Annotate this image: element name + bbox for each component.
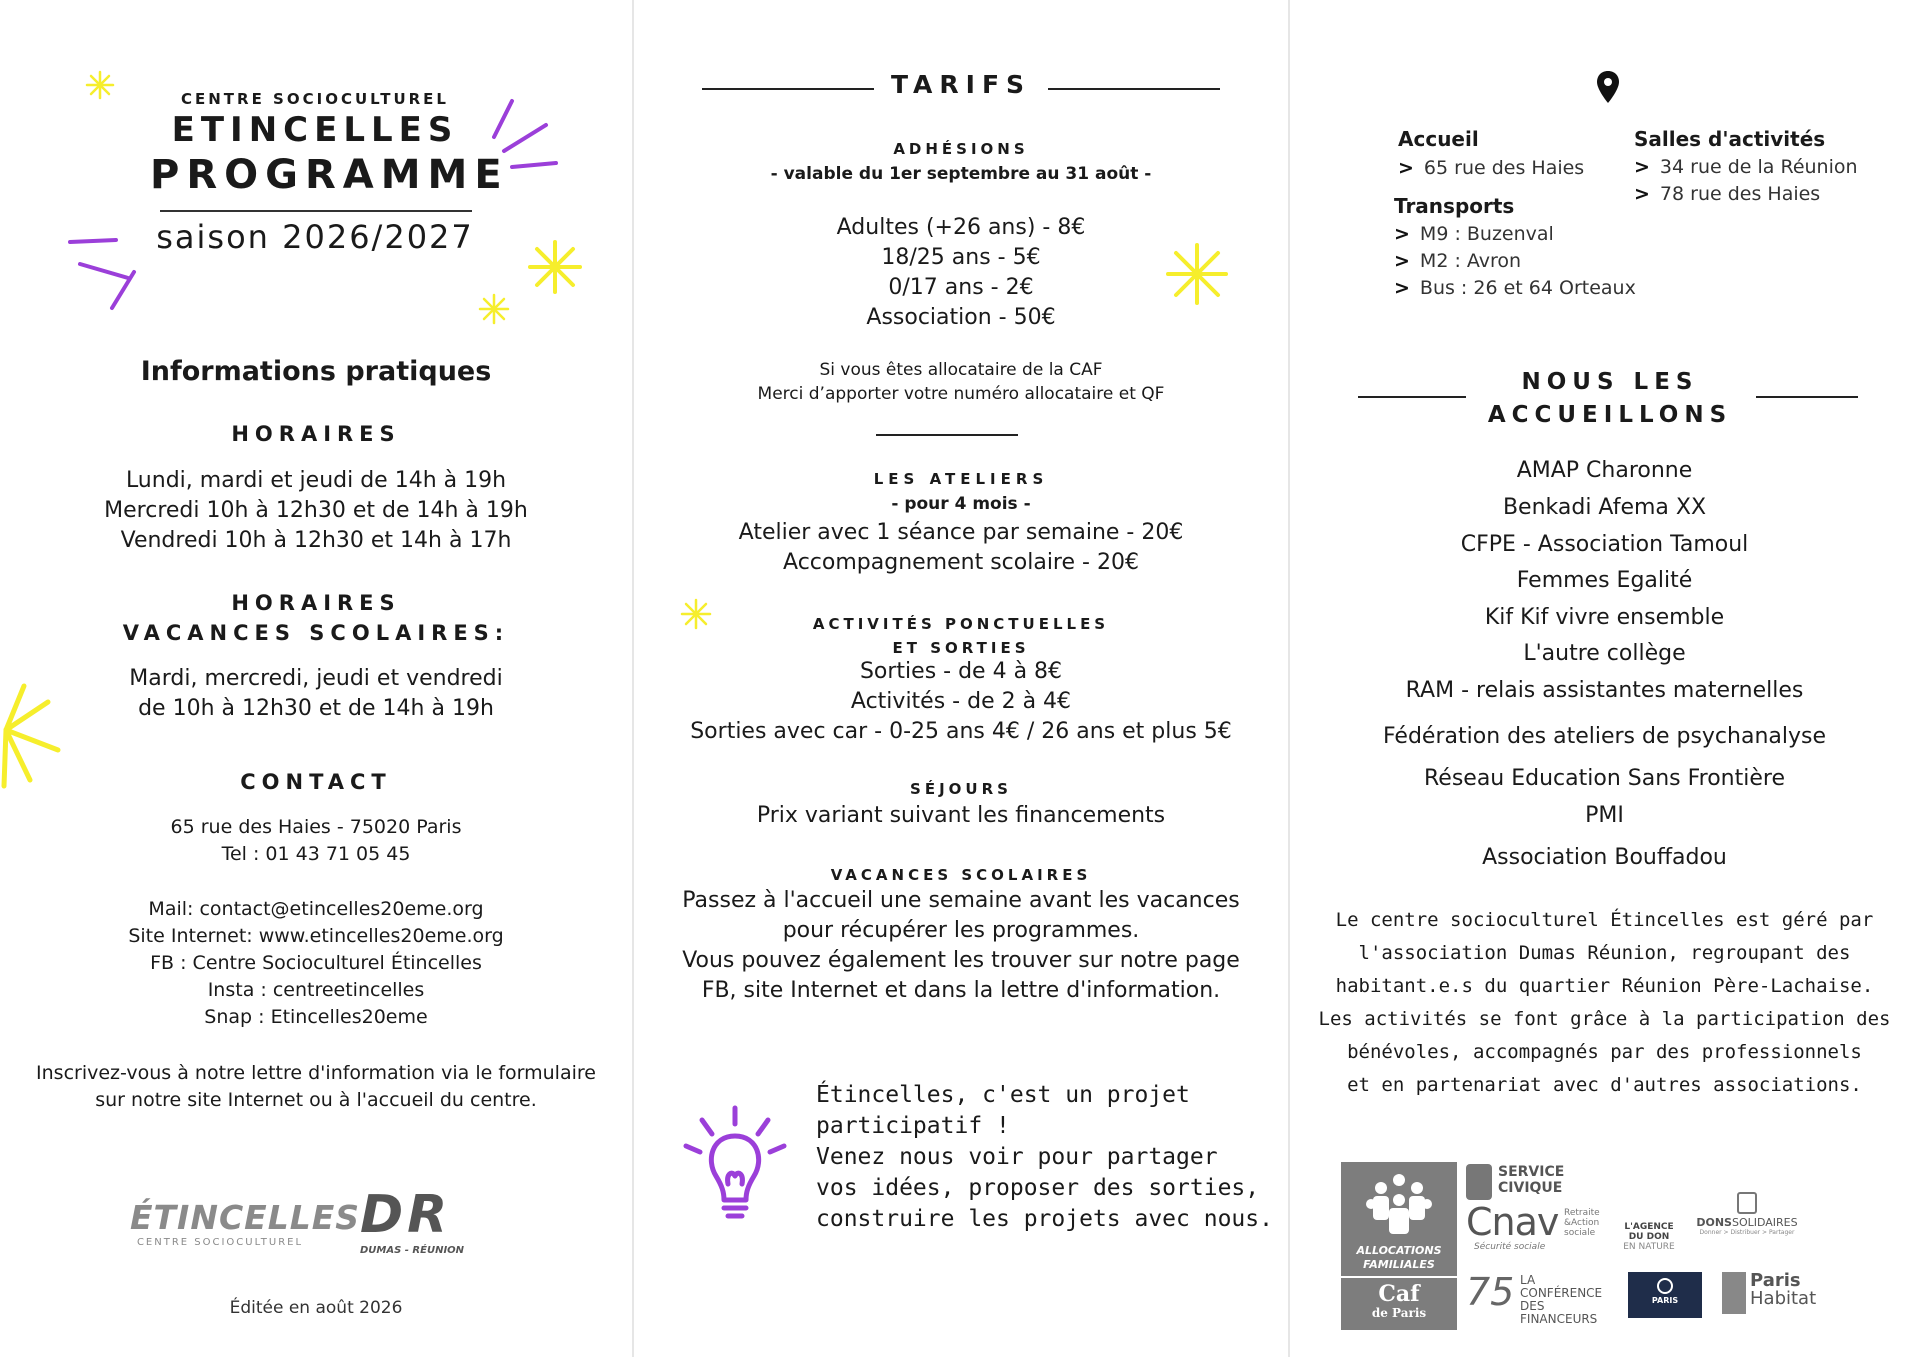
partner-item: CFPE - Association Tamoul <box>1460 532 1749 557</box>
contact-block <box>0 814 632 868</box>
agence-line: DU DON <box>1628 1232 1670 1242</box>
ateliers-list <box>634 518 1288 578</box>
ateliers-note: - pour 4 mois - <box>891 494 1031 514</box>
participatif-line: construire les projets avec nous. <box>816 1206 1273 1232</box>
accueil-address: 65 rue des Haies <box>1423 157 1585 179</box>
conference-financeurs-logo <box>1466 1270 1616 1326</box>
salles-title: Salles d'activités <box>1634 127 1826 151</box>
paris-habitat-icon <box>1722 1272 1746 1314</box>
contact-address: 65 rue des Haies - 75020 Paris <box>170 816 462 838</box>
adhesions-list <box>634 213 1288 333</box>
transports-list <box>1394 221 1636 302</box>
bullet-icon: > <box>1394 250 1410 272</box>
sparkle-icon <box>85 70 115 100</box>
cnav-sub: Sécurité sociale <box>1474 1242 1546 1252</box>
about-line: Le centre socioculturel Étincelles est géré par <box>1335 909 1874 931</box>
accueillons-title-line: ACCUEILLONS <box>1487 402 1733 428</box>
caf-people-icon <box>1359 1170 1439 1240</box>
vacances-line: Passez à l'accueil une semaine avant les vacances <box>682 888 1240 913</box>
adhesion-item: 18/25 ans - 5€ <box>881 245 1041 270</box>
transport-item <box>1394 248 1636 275</box>
header-title: PROGRAMME <box>150 152 509 198</box>
activite-item: Sorties - de 4 à 8€ <box>859 659 1063 684</box>
caf-label-2: FAMILIALES <box>1363 1258 1435 1271</box>
etincelles-logo-sub: CENTRE SOCIOCULTUREL <box>136 1237 304 1248</box>
contact-phone: Tel : 01 43 71 05 45 <box>221 843 411 865</box>
caf-note <box>634 358 1288 406</box>
dons-icon <box>1737 1192 1757 1214</box>
title-rule <box>702 88 874 90</box>
atelier-item: Atelier avec 1 séance par semaine - 20€ <box>738 520 1184 545</box>
cnav-logo <box>1466 1200 1616 1256</box>
adhesion-item: Association - 50€ <box>866 305 1056 330</box>
section-rule <box>876 434 1018 436</box>
transport-label: M9 : Buzenval <box>1419 223 1554 245</box>
caf-divider <box>1341 1276 1457 1278</box>
salle-item <box>1634 181 1858 208</box>
partners-list <box>1290 458 1919 882</box>
vacances-line: pour récupérer les programmes. <box>782 918 1140 943</box>
hours-list <box>0 466 632 556</box>
activites-title <box>634 612 1288 660</box>
partner-item: RAM - relais assistantes maternelles <box>1405 678 1804 703</box>
caf-label-4: de Paris <box>1371 1306 1427 1320</box>
cnav-side <box>1564 1208 1600 1238</box>
partner-item: AMAP Charonne <box>1516 458 1693 483</box>
partner-item: Kif Kif vivre ensemble <box>1484 605 1725 630</box>
instagram-link[interactable]: Insta : centreetincelles <box>207 979 425 1001</box>
partner-item: Association Bouffadou <box>1482 845 1727 870</box>
caf-line: Si vous êtes allocataire de la CAF <box>819 360 1103 380</box>
snapchat-link[interactable]: Snap : Etincelles20eme <box>204 1006 428 1028</box>
facebook-link[interactable]: FB : Centre Socioculturel Étincelles <box>150 952 482 974</box>
accueillons-title-line: NOUS LES <box>1521 369 1699 395</box>
accueil-title: Accueil <box>1398 127 1479 151</box>
participatif-line: vos idées, proposer des sorties, <box>816 1175 1260 1201</box>
dons-solidaires-logo <box>1692 1192 1802 1248</box>
holiday-line: de 10h à 12h30 et de 14h à 19h <box>138 696 494 721</box>
adhesions-note: - valable du 1er septembre au 31 août - <box>770 164 1152 184</box>
holiday-line: Mardi, mercredi, jeudi et vendredi <box>129 666 503 691</box>
header-name: ETINCELLES <box>171 110 459 150</box>
service-civique-text <box>1498 1164 1564 1196</box>
about-line: habitant.e.s du quartier Réunion Père-Lachaise. <box>1335 975 1874 997</box>
info-title: Informations pratiques <box>140 356 492 387</box>
agence-line: EN NATURE <box>1623 1242 1675 1252</box>
cnav-side-line: Retraite <box>1564 1208 1600 1218</box>
paris-habitat-logo <box>1722 1270 1822 1318</box>
agence-line: L'AGENCE <box>1624 1222 1674 1232</box>
about-line: Les activités se font grâce à la participation des <box>1318 1008 1891 1030</box>
hours-line: Vendredi 10h à 12h30 et 14h à 17h <box>120 528 512 553</box>
caf-logo <box>1341 1162 1457 1330</box>
caf-label-1: ALLOCATIONS <box>1356 1244 1442 1257</box>
title-rule <box>1756 396 1858 398</box>
holiday-hours <box>0 664 632 724</box>
salle-item <box>1634 154 1858 181</box>
header-season: saison 2026/2027 <box>156 218 474 256</box>
paris-logo <box>1628 1272 1702 1318</box>
ateliers-title: LES ATELIERS <box>873 470 1049 488</box>
transport-label: Bus : 26 et 64 Orteaux <box>1419 277 1636 299</box>
vacances-line: FB, site Internet et dans la lettre d'information. <box>701 978 1221 1003</box>
adhesion-item: Adultes (+26 ans) - 8€ <box>836 215 1086 240</box>
hours-title: HORAIRES <box>231 422 401 446</box>
about-line: l'association Dumas Réunion, regroupant des <box>1358 942 1851 964</box>
conference-75-icon: 75 <box>1466 1270 1515 1314</box>
links-block <box>0 896 632 1031</box>
header-kicker: CENTRE SOCIOCULTUREL <box>181 90 449 108</box>
salle-label: 78 rue des Haies <box>1659 183 1821 205</box>
newsletter-line: sur notre site Internet ou à l'accueil du centre. <box>95 1089 537 1111</box>
caf-label-3: Caf <box>1378 1281 1420 1307</box>
dumas-logo-text: DR <box>360 1185 452 1245</box>
partner-item: Femmes Egalité <box>1516 568 1693 593</box>
activite-item: Sorties avec car - 0-25 ans 4€ / 26 ans et plus 5€ <box>690 719 1232 744</box>
about-text <box>1290 904 1919 1102</box>
caf-line: Merci d’apporter votre numéro allocataire et QF <box>757 384 1165 404</box>
holiday-title <box>0 588 632 648</box>
cnav-side-line: &Action <box>1564 1218 1600 1228</box>
sejours-text: Prix variant suivant les financements <box>756 803 1166 828</box>
dumas-reunion-logo <box>360 1185 470 1256</box>
agence-don-logo <box>1616 1222 1682 1252</box>
transport-item <box>1394 221 1636 248</box>
paris-emblem-icon <box>1657 1278 1673 1294</box>
header-divider <box>160 210 472 212</box>
salles-list <box>1634 154 1858 208</box>
adhesions-title: ADHÉSIONS <box>893 140 1029 158</box>
about-line: et en partenariat avec d'autres associations. <box>1347 1074 1862 1096</box>
conference-line: DES FINANCEURS <box>1520 1299 1598 1326</box>
partner-item: PMI <box>1585 803 1624 828</box>
transports-title: Transports <box>1394 194 1515 218</box>
vacances-text <box>634 886 1288 1006</box>
bullet-icon: > <box>1394 223 1410 245</box>
partner-item: Fédération des ateliers de psychanalyse <box>1382 724 1827 749</box>
activite-item: Activités - de 2 à 4€ <box>850 689 1072 714</box>
vacances-line: Vous pouvez également les trouver sur notre page <box>682 948 1240 973</box>
adhesion-item: 0/17 ans - 2€ <box>888 275 1034 300</box>
participatif-line: Venez nous voir pour partager <box>816 1144 1218 1170</box>
left-panel <box>0 0 632 1357</box>
etincelles-logo <box>130 1198 361 1248</box>
vacances-title: VACANCES SCOLAIRES <box>830 866 1092 884</box>
service-civique-icon <box>1466 1164 1492 1200</box>
bullet-icon: > <box>1634 183 1650 205</box>
salle-label: 34 rue de la Réunion <box>1659 156 1858 178</box>
paris-habitat-line: Habitat <box>1750 1288 1817 1309</box>
holiday-title-line: VACANCES SCOLAIRES: <box>122 621 510 645</box>
newsletter-text <box>0 1060 632 1114</box>
map-pin-icon <box>1596 70 1620 104</box>
activites-list <box>634 657 1288 747</box>
mail-link[interactable]: Mail: contact@etincelles20eme.org <box>148 898 484 920</box>
bullet-icon: > <box>1394 277 1410 299</box>
sparkle-icon <box>528 240 582 294</box>
title-rule <box>1358 396 1466 398</box>
dons-sub: Donner > Distribuer > Partager <box>1699 1229 1795 1236</box>
conference-line: LA CONFÉRENCE <box>1520 1273 1603 1300</box>
transport-label: M2 : Avron <box>1419 250 1522 272</box>
tarifs-title: TARIFS <box>890 70 1032 99</box>
cnav-text: Cnav <box>1466 1200 1559 1244</box>
atelier-item: Accompagnement scolaire - 20€ <box>783 550 1139 575</box>
newsletter-line: Inscrivez-vous à notre lettre d'information via le formulaire <box>36 1062 596 1084</box>
about-line: bénévoles, accompagnés par des professionnels <box>1347 1041 1862 1063</box>
sparkle-icon <box>478 293 510 325</box>
activites-title-line: ACTIVITÉS PONCTUELLES <box>812 615 1110 633</box>
activites-title-line: ET SORTIES <box>892 639 1030 657</box>
participatif-line: Étincelles, c'est un projet <box>816 1082 1190 1108</box>
hours-line: Lundi, mardi et jeudi de 14h à 19h <box>125 468 507 493</box>
paris-habitat-text <box>1750 1272 1816 1308</box>
website-link[interactable]: Site Internet: www.etincelles20eme.org <box>128 925 504 947</box>
conference-text <box>1520 1274 1616 1326</box>
sejours-title: SÉJOURS <box>910 780 1012 798</box>
bullet-icon: > <box>1634 156 1650 178</box>
service-civique-logo <box>1466 1160 1576 1204</box>
dumas-logo-sub: DUMAS - RÉUNION <box>360 1245 465 1256</box>
bullet-icon: > <box>1398 157 1414 179</box>
accueil-item <box>1398 155 1584 182</box>
lightbulb-icon <box>680 1104 790 1230</box>
partner-item: Benkadi Afema XX <box>1502 495 1707 520</box>
holiday-title-line: HORAIRES <box>231 591 401 615</box>
participatif-text <box>816 1080 1276 1235</box>
etincelles-logo-text: ÉTINCELLES <box>130 1198 361 1237</box>
right-panel <box>1290 0 1919 1357</box>
dons-label-1: DONS <box>1696 1216 1732 1229</box>
middle-panel <box>634 0 1288 1357</box>
participatif-line: participatif ! <box>816 1113 1010 1139</box>
contact-title: CONTACT <box>240 770 392 794</box>
dons-label-2: SOLIDAIRES <box>1731 1216 1798 1229</box>
accueillons-title <box>1470 366 1750 432</box>
service-civique-line: CIVIQUE <box>1498 1180 1563 1196</box>
paris-label: PARIS <box>1651 1296 1679 1305</box>
hours-line: Mercredi 10h à 12h30 et de 14h à 19h <box>104 498 528 523</box>
service-civique-line: SERVICE <box>1498 1164 1565 1180</box>
partner-item: Réseau Education Sans Frontière <box>1423 766 1785 791</box>
title-rule <box>1048 88 1220 90</box>
partner-item: L'autre collège <box>1523 641 1686 666</box>
transport-item <box>1394 275 1636 302</box>
cnav-side-line: sociale <box>1564 1228 1596 1238</box>
paris-habitat-line: Paris <box>1750 1270 1801 1291</box>
burst-lines-icon <box>66 232 138 312</box>
edition-note: Éditée en août 2026 <box>229 1298 403 1318</box>
